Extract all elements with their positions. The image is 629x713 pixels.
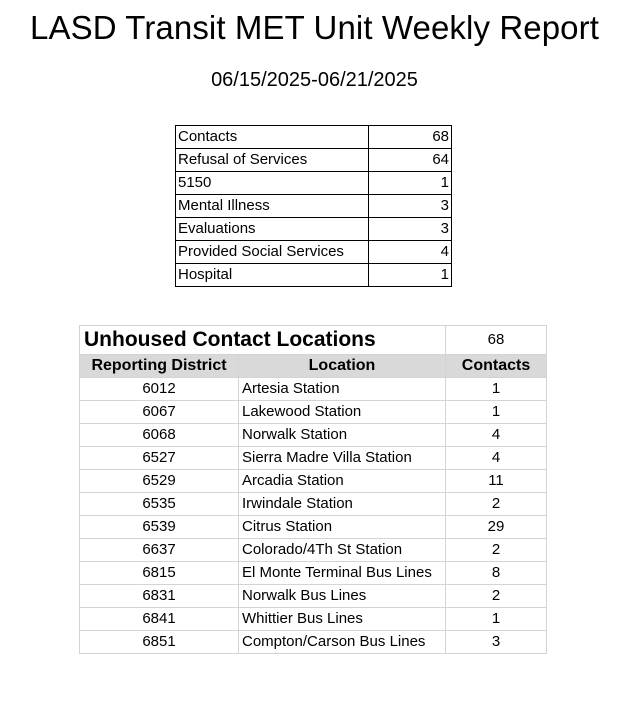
district-cell: 6851 [80, 631, 239, 654]
contacts-cell: 4 [446, 447, 547, 470]
table-row [80, 608, 547, 631]
contacts-cell: 2 [446, 539, 547, 562]
locations-table [79, 325, 547, 654]
table-row [80, 401, 547, 424]
summary-row [176, 241, 452, 264]
district-cell: 6831 [80, 585, 239, 608]
table-row [80, 585, 547, 608]
table-row [80, 378, 547, 401]
district-cell: 6012 [80, 378, 239, 401]
location-cell: Artesia Station [239, 378, 446, 401]
summary-row [176, 264, 452, 287]
summary-table [175, 125, 452, 287]
district-cell: 6535 [80, 493, 239, 516]
summary-value: 68 [369, 126, 452, 149]
district-cell: 6067 [80, 401, 239, 424]
table-row [80, 562, 547, 585]
table-row [80, 447, 547, 470]
header-contacts: Contacts [446, 355, 547, 378]
summary-value: 4 [369, 241, 452, 264]
locations-total: 68 [446, 326, 547, 355]
district-cell: 6637 [80, 539, 239, 562]
location-cell: Colorado/4Th St Station [239, 539, 446, 562]
summary-value: 3 [369, 218, 452, 241]
summary-value: 3 [369, 195, 452, 218]
report-title: LASD Transit MET Unit Weekly Report [30, 9, 599, 46]
contacts-cell: 1 [446, 401, 547, 424]
header-location: Location [239, 355, 446, 378]
location-cell: Irwindale Station [239, 493, 446, 516]
contacts-cell: 8 [446, 562, 547, 585]
summary-row [176, 149, 452, 172]
summary-value: 1 [369, 264, 452, 287]
location-cell: Norwalk Bus Lines [239, 585, 446, 608]
location-cell: Arcadia Station [239, 470, 446, 493]
summary-row [176, 218, 452, 241]
contacts-cell: 29 [446, 516, 547, 539]
summary-row [176, 195, 452, 218]
header-reporting-district: Reporting District [80, 355, 239, 378]
summary-label: 5150 [176, 172, 369, 195]
contacts-cell: 2 [446, 493, 547, 516]
table-row [80, 631, 547, 654]
district-cell: 6068 [80, 424, 239, 447]
district-cell: 6529 [80, 470, 239, 493]
summary-value: 1 [369, 172, 452, 195]
location-cell: Sierra Madre Villa Station [239, 447, 446, 470]
report-date-range: 06/15/2025-06/21/2025 [211, 69, 418, 91]
locations-title: Unhoused Contact Locations [80, 326, 446, 355]
location-cell: Norwalk Station [239, 424, 446, 447]
contacts-cell: 11 [446, 470, 547, 493]
table-row [80, 470, 547, 493]
table-row [80, 424, 547, 447]
summary-row [176, 126, 452, 149]
location-cell: Whittier Bus Lines [239, 608, 446, 631]
table-row [80, 539, 547, 562]
summary-label: Refusal of Services [176, 149, 369, 172]
table-row [80, 493, 547, 516]
district-cell: 6527 [80, 447, 239, 470]
summary-label: Hospital [176, 264, 369, 287]
contacts-cell: 2 [446, 585, 547, 608]
contacts-cell: 4 [446, 424, 547, 447]
summary-label: Provided Social Services [176, 241, 369, 264]
summary-label: Contacts [176, 126, 369, 149]
location-cell: El Monte Terminal Bus Lines [239, 562, 446, 585]
summary-label: Mental Illness [176, 195, 369, 218]
locations-header-row [80, 355, 547, 378]
contacts-cell: 1 [446, 608, 547, 631]
district-cell: 6815 [80, 562, 239, 585]
summary-row [176, 172, 452, 195]
summary-value: 64 [369, 149, 452, 172]
contacts-cell: 1 [446, 378, 547, 401]
location-cell: Citrus Station [239, 516, 446, 539]
table-row [80, 516, 547, 539]
district-cell: 6841 [80, 608, 239, 631]
location-cell: Compton/Carson Bus Lines [239, 631, 446, 654]
contacts-cell: 3 [446, 631, 547, 654]
district-cell: 6539 [80, 516, 239, 539]
locations-title-row [80, 326, 547, 355]
location-cell: Lakewood Station [239, 401, 446, 424]
summary-label: Evaluations [176, 218, 369, 241]
